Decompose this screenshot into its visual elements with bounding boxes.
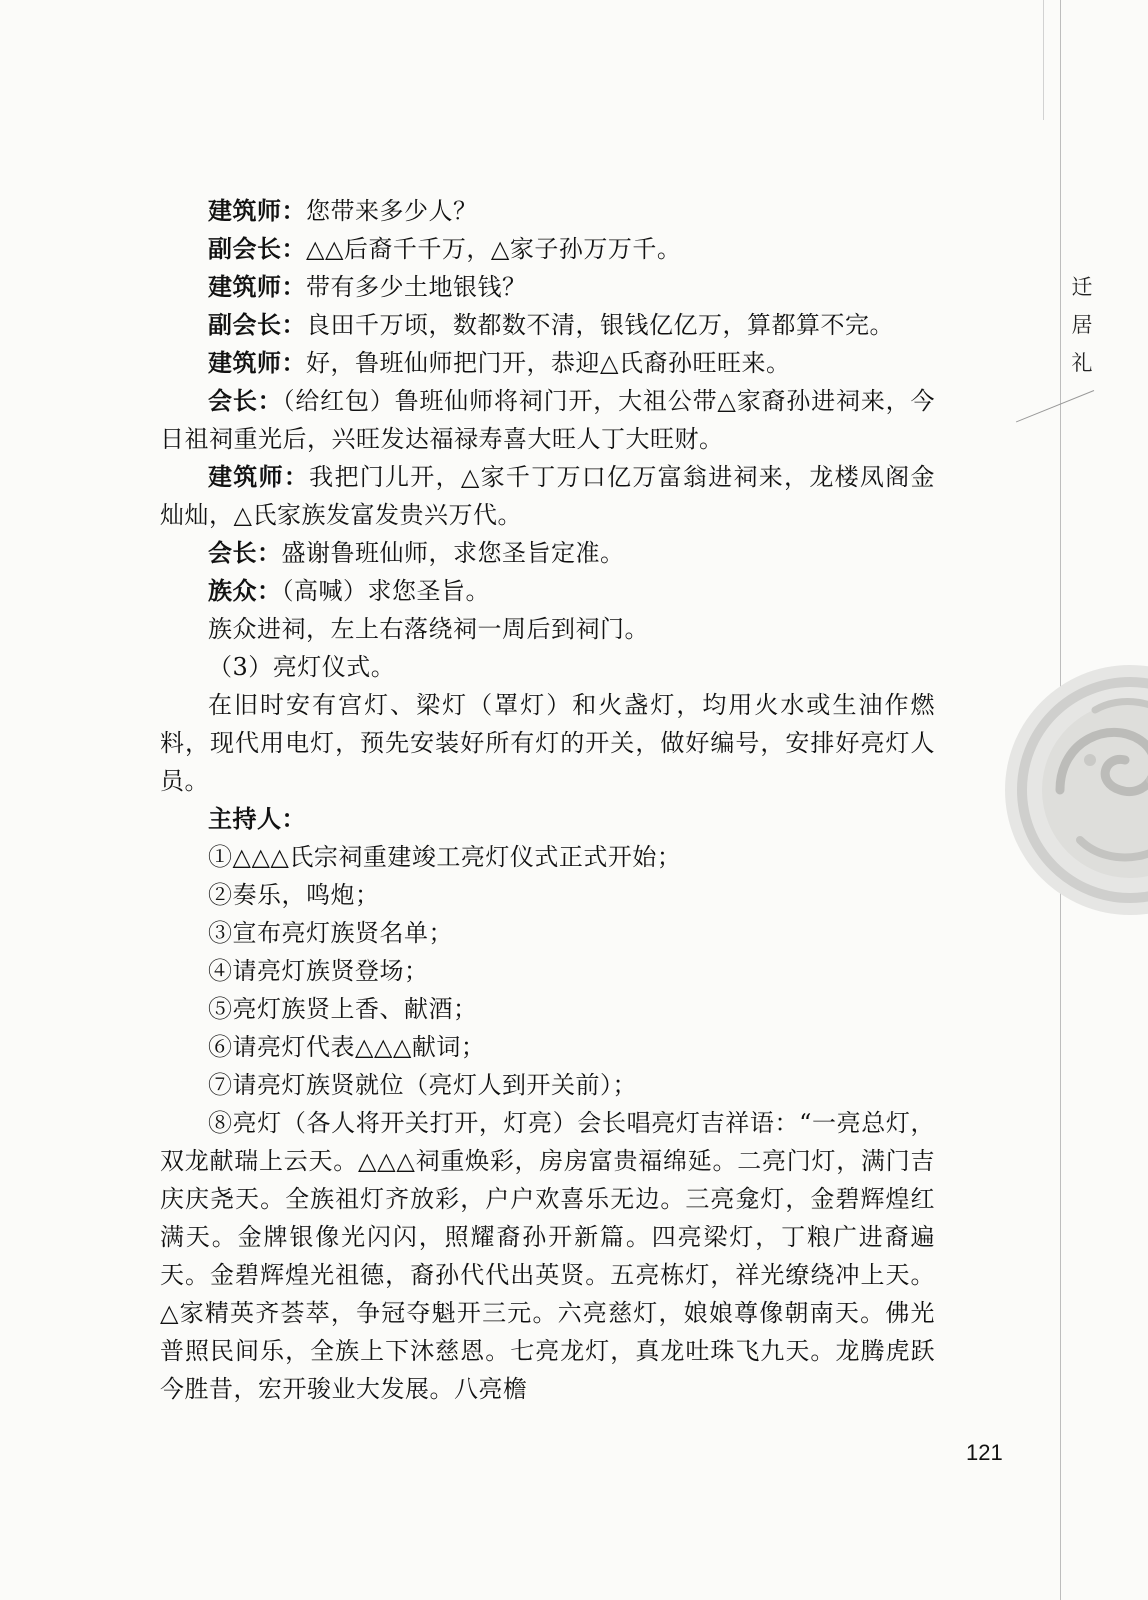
paragraph-text: ⑦请亮灯族贤就位（亮灯人到开关前）；	[208, 1071, 637, 1099]
paragraph	[160, 534, 935, 572]
margin-rule-short	[1043, 0, 1044, 120]
body-text	[160, 192, 935, 1408]
paragraph	[160, 800, 935, 838]
paragraph-text: 良田千万顷，数都数不清，银钱亿亿万，算都算不完。	[306, 311, 894, 339]
chapter-tab	[1062, 268, 1102, 382]
paragraph	[160, 990, 935, 1028]
speaker-label: 副会长：	[208, 310, 306, 339]
paragraph-text: （3）亮灯仪式。	[208, 653, 396, 681]
paragraph	[160, 686, 935, 800]
tab-divider-line	[1016, 390, 1094, 422]
chapter-tab-char: 居	[1071, 313, 1093, 337]
paragraph	[160, 648, 935, 686]
speaker-label: 副会长：	[208, 234, 306, 263]
speaker-label: 会长：	[208, 386, 283, 415]
paragraph-text: ①△△△氏宗祠重建竣工亮灯仪式正式开始；	[208, 843, 682, 871]
paragraph-text: △△后裔千千万，△家子孙万万千。	[306, 235, 682, 263]
paragraph	[160, 230, 935, 268]
paragraph	[160, 344, 935, 382]
paragraph	[160, 382, 935, 458]
paragraph	[160, 610, 935, 648]
paragraph-text: ⑧亮灯（各人将开关打开，灯亮）会长唱亮灯吉祥语：“一亮总灯，双龙献瑞上云天。△△△祠重焕彩，房房富贵福绵延。二亮门灯，满门吉庆庆尧天。全族祖灯齐放彩，户户欢喜乐无边。三亮龛灯，金碧辉煌红满天。金牌银像光闪闪，照耀裔孙开新篇。四亮梁灯，丁粮广进裔遍天。金碧辉煌光祖德，裔孙代代出英贤。五亮栋灯，祥光缭绕冲上天。△家精英齐荟萃，争冠夺魁开三元。六亮慈灯，娘娘尊像朝南天。佛光普照民间乐，全族上下沐慈恩。七亮龙灯，真龙吐珠飞九天。龙腾虎跃今胜昔，宏开骏业大发展。八亮檐	[160, 1109, 935, 1403]
speaker-label: 建筑师：	[208, 196, 306, 225]
paragraph-text: 在旧时安有宫灯、梁灯（罩灯）和火盏灯，均用火水或生油作燃料，现代用电灯，预先安装好所有灯的开关，做好编号，安排好亮灯人员。	[160, 691, 935, 795]
chapter-tab-char: 礼	[1071, 351, 1093, 375]
speaker-label: 建筑师：	[208, 272, 306, 301]
paragraph-text: ②奏乐，鸣炮；	[208, 881, 380, 909]
paragraph	[160, 952, 935, 990]
paragraph	[160, 1066, 935, 1104]
paragraph-text: 好，鲁班仙师把门开，恭迎△氏裔孙旺旺来。	[306, 349, 791, 377]
paragraph-text: 我把门儿开，△家千丁万口亿万富翁进祠来，龙楼凤阁金灿灿，△氏家族发富发贵兴万代。	[160, 463, 935, 529]
decorative-medallion-icon	[1000, 650, 1148, 930]
speaker-label: 建筑师：	[208, 348, 306, 377]
paragraph-text: ③宣布亮灯族贤名单；	[208, 919, 453, 947]
paragraph-text: （给红包）鲁班仙师将祠门开，大祖公带△家裔孙进祠来，今日祖祠重光后，兴旺发达福禄寿喜大旺人丁大旺财。	[160, 387, 936, 453]
paragraph	[160, 914, 935, 952]
paragraph-text: ④请亮灯族贤登场；	[208, 957, 429, 985]
speaker-label: 建筑师：	[208, 462, 310, 491]
paragraph-text: 盛谢鲁班仙师，求您圣旨定准。	[281, 539, 625, 567]
speaker-label: 会长：	[208, 538, 282, 567]
speaker-label: 族众：	[208, 576, 282, 605]
paragraph-text: 您带来多少人？	[306, 197, 478, 225]
paragraph	[160, 1104, 935, 1408]
paragraph-text: 族众进祠，左上右落绕祠一周后到祠门。	[208, 615, 649, 643]
paragraph	[160, 876, 935, 914]
paragraph	[160, 306, 935, 344]
paragraph	[160, 838, 935, 876]
paragraph	[160, 572, 935, 610]
paragraph-text: ⑤亮灯族贤上香、献酒；	[208, 995, 478, 1023]
chapter-tab-char: 迁	[1071, 275, 1093, 299]
paragraph-text: 带有多少土地银钱？	[306, 273, 527, 301]
paragraph	[160, 458, 935, 534]
speaker-label: 主持人：	[208, 804, 306, 833]
paragraph-text: （高喊）求您圣旨。	[281, 577, 490, 605]
paragraph	[160, 192, 935, 230]
paragraph	[160, 1028, 935, 1066]
page-number: 121	[966, 1440, 1003, 1465]
paragraph	[160, 268, 935, 306]
paragraph-text: ⑥请亮灯代表△△△献词；	[208, 1033, 486, 1061]
